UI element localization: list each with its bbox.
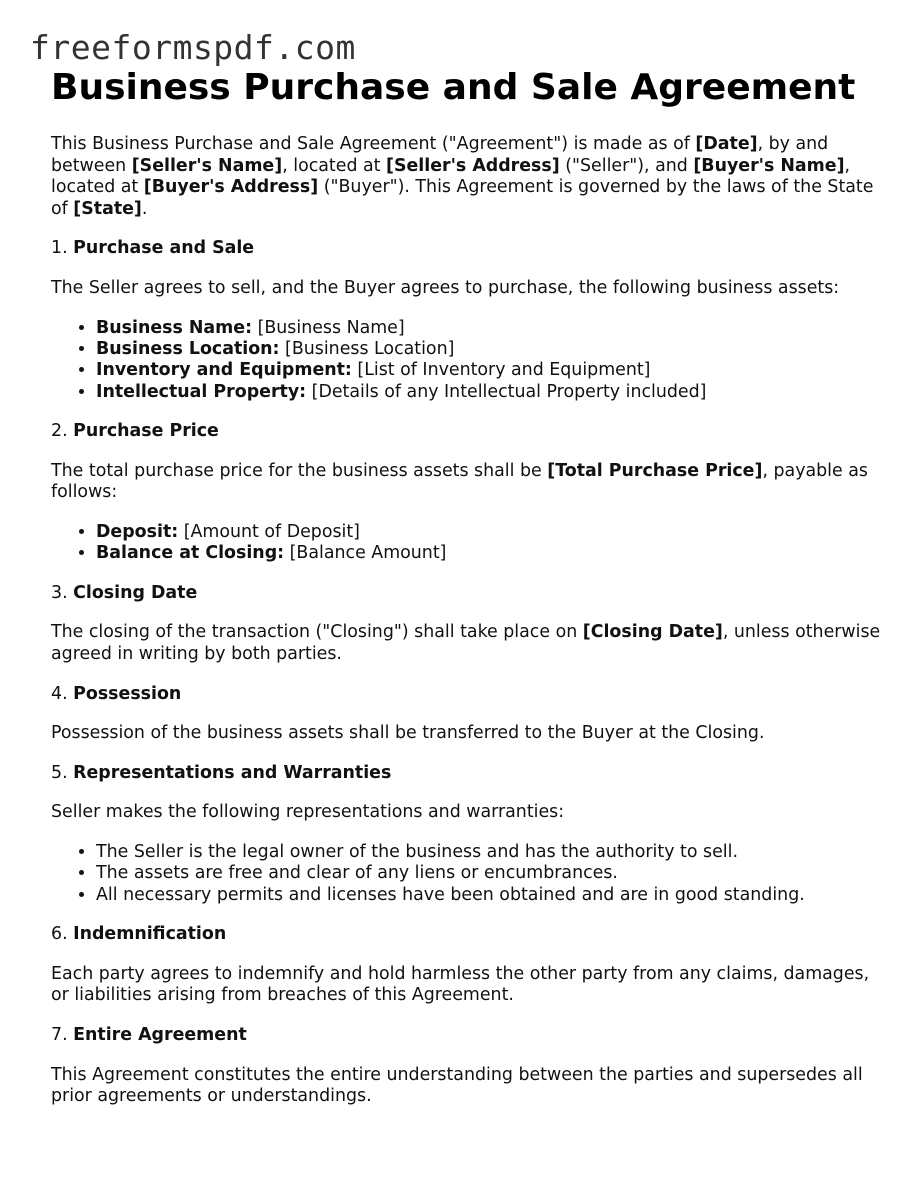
list-item: • All necessary permits and licenses have been obtained and are in good standing. xyxy=(96,885,881,906)
section-body: The Seller agrees to sell, and the Buyer agrees to purchase, the following business assets: xyxy=(51,277,840,298)
buyer-address-field: [Buyer's Address] xyxy=(143,177,319,198)
buyer-name-field: [Buyer's Name] xyxy=(693,155,845,176)
intro-text: , located at xyxy=(51,155,851,198)
body-text: The total purchase price for the business assets shall be xyxy=(51,460,548,481)
section-number: 5. xyxy=(51,762,74,783)
section-heading-purchase-price xyxy=(51,421,881,443)
item-value: [Amount of Deposit] xyxy=(178,521,360,542)
section-title: Purchase and Sale xyxy=(73,238,255,259)
section-heading-indemnification xyxy=(51,924,881,946)
list-item xyxy=(96,318,881,339)
section-number: 2. xyxy=(51,421,74,442)
section-heading-entire-agreement xyxy=(51,1025,881,1047)
item-value: [Balance Amount] xyxy=(284,543,447,564)
item-label: Balance at Closing: xyxy=(96,543,285,564)
body-text: The closing of the transaction ("Closing") shall take place on xyxy=(51,622,583,643)
section-heading-purchase-and-sale xyxy=(51,238,881,260)
section-heading-closing-date xyxy=(51,583,881,605)
intro-text: ("Buyer"). This Agreement is governed by the laws of the State of xyxy=(51,177,874,219)
section-body xyxy=(51,461,881,504)
body-text: , unless otherwise agreed in writing by both parties. xyxy=(51,622,881,664)
list-item xyxy=(96,522,881,543)
section-heading-representations xyxy=(51,763,881,785)
warranty-list xyxy=(51,842,881,906)
item-value: [Business Name] xyxy=(252,317,405,338)
intro-paragraph xyxy=(51,134,881,220)
intro-text: ("Seller"), and xyxy=(559,155,694,176)
seller-address-field: [Seller's Address] xyxy=(386,155,560,176)
list-item: • The assets are free and clear of any liens or encumbrances. xyxy=(96,863,881,884)
section-title: Possession xyxy=(73,683,182,704)
section-body: Seller makes the following representations and warranties: xyxy=(51,802,565,823)
section-number: 7. xyxy=(51,1024,74,1045)
item-label: Business Location: xyxy=(96,338,280,359)
section-number: 1. xyxy=(51,238,74,259)
section-body: Possession of the business assets shall be transferred to the Buyer at the Closing. xyxy=(51,723,765,744)
intro-text: . xyxy=(141,198,148,219)
list-item xyxy=(96,360,881,381)
item-label: Deposit: xyxy=(96,521,179,542)
item-value: [Business Location] xyxy=(279,338,455,359)
item-label: Business Name: xyxy=(96,317,253,338)
date-field: [Date] xyxy=(695,134,758,154)
list-item xyxy=(96,543,881,564)
item-value: [List of Inventory and Equipment] xyxy=(351,360,651,381)
section-title: Entire Agreement xyxy=(73,1024,247,1045)
intro-text: This Business Purchase and Sale Agreement ("Agreement") is made as of xyxy=(51,134,696,154)
section-title: Purchase Price xyxy=(73,421,219,442)
section-title: Representations and Warranties xyxy=(73,762,392,783)
section-number: 3. xyxy=(51,582,74,603)
section-title: Closing Date xyxy=(73,582,198,603)
item-label: Inventory and Equipment: xyxy=(96,360,352,381)
total-price-field: [Total Purchase Price] xyxy=(547,460,763,481)
intro-text: , by and between xyxy=(51,134,829,176)
intro-text: , located at xyxy=(282,155,387,176)
item-value: [Details of any Intellectual Property included] xyxy=(306,381,707,402)
list-item xyxy=(96,339,881,360)
section-body: Each party agrees to indemnify and hold harmless the other party from any claims, damages, or liabilities arising from breaches of this Agreement. xyxy=(51,963,870,1006)
list-item: • The Seller is the legal owner of the business and has the authority to sell. xyxy=(96,842,881,863)
section-body xyxy=(51,622,881,665)
asset-list xyxy=(51,318,881,404)
section-number: 6. xyxy=(51,924,74,945)
closing-date-field: [Closing Date] xyxy=(582,622,723,643)
seller-name-field: [Seller's Name] xyxy=(131,155,283,176)
body-text: , payable as follows: xyxy=(51,460,868,503)
section-heading-possession xyxy=(51,684,881,706)
list-item xyxy=(96,382,881,403)
document xyxy=(51,66,881,1108)
watermark: freeformspdf.com xyxy=(30,28,356,67)
item-label: Intellectual Property: xyxy=(96,381,307,402)
payment-list xyxy=(51,522,881,565)
state-field: [State] xyxy=(73,198,142,219)
section-title: Indemnification xyxy=(73,924,227,945)
section-number: 4. xyxy=(51,683,74,704)
document-title: Business Purchase and Sale Agreement xyxy=(51,67,856,108)
section-body: This Agreement constitutes the entire understanding between the parties and supersedes all prior agreements or understandings. xyxy=(51,1064,863,1107)
